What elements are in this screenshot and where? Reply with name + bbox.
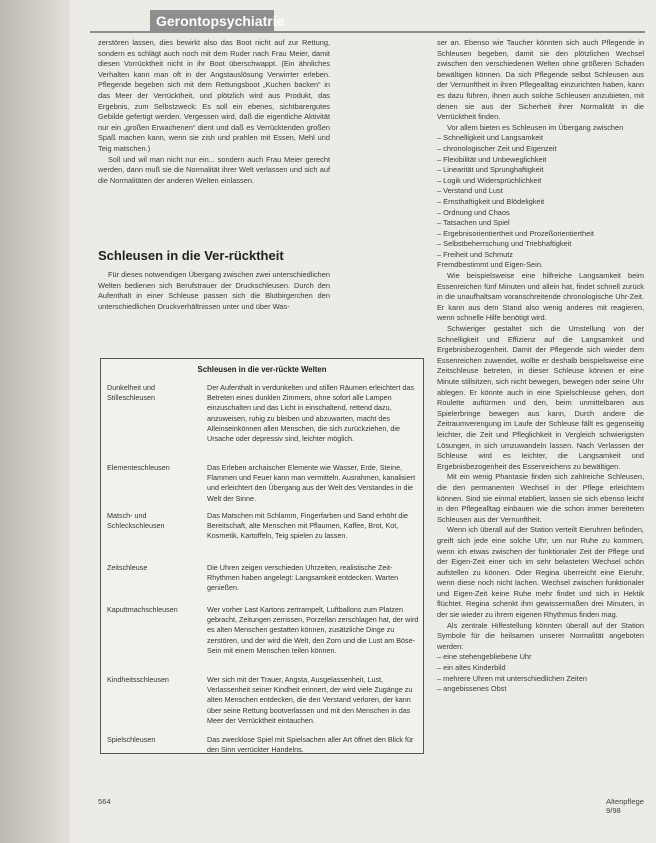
box-description: Wer sich mit der Trauer, Angsta, Ausgelassenheit, Lust, Verlassenheit seiner Kindheit erinnert, der wird viele Zugänge zu alten Menschen entdecken, die den Verstand verloren, der kann über seine Rettung bootverlassen und mit den Menschen in das Meer der Verrücktheit eintauchen. [207,675,413,725]
box-description: Der Aufenthalt in verdunkelten und stillen Räumen erleichtert das Betreten eines dunklen Zimmers, ohne sofort alle Lampen einzuschalten und das Licht in einschaltend, rettend dazu, anzuweisen, ruhig zu bleiben und abzuwarten, macht des Alleinseinkönnen allen Menschen, die sich zurückziehen, die Ursache oder depressiv sind, leichter möglich. [207,383,414,444]
paragraph: Vor allem bieten es Schleusen im Übergang zwischen [447,122,624,132]
box-term: Zeitschleuse [107,563,148,572]
list-item: – eine stehengebliebene Uhr [437,652,532,662]
box-term: Kaputtmachschleusen [107,605,178,614]
list-item: – Freiheit und Schmutz [437,249,513,259]
box-description: Das Matschen mit Schlamm, Fingerfarben und Sand erhöht die Bereitschaft, alte Menschen mit Pflaumen, Kaffee, Brot, Kot, Kosmetik, Kartoffeln, Teig spielen zu lassen. [207,511,408,541]
list-item: – mehrere Uhren mit unterschiedlichen Zeiten [437,673,587,683]
paragraph: ser an. Ebenso wie Taucher könnten sich auch Pflegende in Schleusen begeben, damit sie den plötzlichen Wechsel zwischen den verschiedenen Welten ohne größeren Schaden bewältigen können. Da sich Pflegende selbst Schleusen aus der Vernunftheit in ihren Pflegealltag einzurichten haben, kann es dazu führen, ihnen auch solche Schleusen anzubieten, mit denen sie aus der Sicherheit ihrer Normalität in die Verrücktheit finden. [437,38,644,122]
paragraph: Wenn ich überall auf der Station verteilt Eieruhren befinden, greift sich jede eine solche Uhr, um nur Ruhe zu kommen, wenn ich etwas zwischen der funktionaler Zeit der Pflege und der Eigen-Zeit einer sich im sehr belasteten Wechsel schön aufstellen zu können. Oder Regina überreicht eine Eieruhr, wenn diese noch nicht lachen. Wechsel zwischen funktionaler und Eigen-Zeit keine Ruhe mehr findet und sich in Hektik flüchtet. Regina schenkt ihm gewissermaßen drei Minuten, in der sie wieder zu ihrem eigenen Rhythmus finden mag. [437,525,644,620]
paragraph: Soll und wil man nicht nur ein... sondern auch Frau Meier gerecht werden, dann muß sie die Normalität ihrer Welt verlassen und sich auf die Normalitäten der anderen Welten einlassen. [98,154,330,185]
box-term: Dunkelheit und Stilleschleusen [107,383,155,403]
list-item: – Ordnung und Chaos [437,207,510,217]
page-gutter-shadow [0,0,70,843]
list-item: – ein altes Kinderbild [437,663,506,673]
paragraph: Wie beispielsweise eine hilfreiche Langsamkeit beim Essenreichen fünf Minuten und allein hat, findet schnell zurück in die unaufhaltsam voranschreitende chronologische Uhr-Zeit. Er kann aus dem Stand also wenig anderes mit reagieren, wenn schnelle Hilfe benötigt wird. [437,271,644,323]
paragraph: zerstören lassen, dies bewirkt also das Boot nicht auf zur Rettung, sondern es schlägt auch noch mit dem Ruder nach Frau Meier, damit diesen Vorrücktheit nicht in ihr Boot überschwappt. (Ein ähnliches Verhalten kann man oft in der Angstauslösung Verwirrter erleben. Pflegende begeben sich mit dem Rettungsboot „Kuchen backen“ in das Meer der Verrücktheit, und plötzlich wird aus Produkt, das Ergebnis, zum Selbstzweck: Es soll ein ebenes, sichtbarergutes Gebilde gefertigt werden. Vergessen wird, daß die eigentliche Aktivität nur ein „großen Erwachenen“ dient und daß es Verrücktenden großen Spaß machen kann, wenn sie zish und prahlen mit Essen, Mehl und Teig matschen.) [98,38,330,153]
symbol-list [437,652,644,694]
box-description: Die Uhren zeigen verschieden Uhrzeiten, realistische Zeit-Rhythmen haben angelegt: Langsamkeit entdecken. Warten genießen. [207,563,399,593]
list-item: – chronologischer Zeit und Eigenzeit [437,143,557,153]
list-item: – angebissenes Obst [437,684,507,694]
box-description: Wer vorher Last Kartons zertrampelt, Luftballons zum Platzen gebracht, Zeitungen zerrissen, Porzellan zerschlagen hat, der wird es alten Menschen gestatten können, zusätzliche Dinge zu zerstören, und der wird die Welt, den Zorn und die Lust am Böse-Sein mit einem Menschen teilen können. [207,605,419,655]
list-item: – Selbstbeherrschung und Triebhaftigkeit [437,239,572,249]
page-number: 564 [98,797,111,806]
list-item: – Tatsachen und Spiel [437,218,510,228]
list-item: – Linearität und Sprunghaftigkeit [437,165,544,175]
list-item: – Logik und Widersprüchlichkeit [437,175,542,185]
box-description: Das Erleben archaischer Elemente wie Wasser, Erde, Steine, Flammen und Feuer kann man vermitteln. Ausrahmen, kanalisiert und erleichtert den Übergang aus der Welt des Verstandes in die Welt der Sinne. [207,463,416,503]
box-term: Kindheitsschleusen [107,675,169,684]
paragraph: Mit ein wenig Phantasie finden sich zahlreiche Schleusen, die den permanenten Wechsel in der Pflege erleichtern können. Sind sie einmal etabliert, lassen sie sich ebenso leicht in den Pflegealltag einbauen wie die schon immer bereiteten Schleusen aus der Vernunftheit. [437,472,644,524]
list-item: – Ergebnisorientiertheit und Prozeßorientiertheit [437,228,594,238]
journal-issue: Altenpflege 9/98 [606,797,644,815]
sidebar-box [100,358,424,754]
box-term: Matsch- und Schleckschleusen [107,511,165,531]
box-term: Spielschleusen [107,735,156,744]
list-item: – Ernsthaftigkeit und Blödeligkeit [437,196,545,206]
column-right [437,38,644,695]
list-item: – Flexibilität und Unbeweglichkeit [437,154,547,164]
list-item: – Schnelligkeit und Langsamkeit [437,133,543,143]
section-header: Gerontopsychiatrie [150,10,274,32]
box-description: Das zwecklose Spiel mit Spielsachen aller Art öffnet den Blick für den Sinn verrückter Handelns. [207,735,414,755]
column-left-top [98,38,330,186]
paragraph: Schwieriger gestaltet sich die Umstellung von der Schnelligkeit und Effizienz auf die Langsamkeit und Ergebnisbezogenheit. Damit der Pflegende sich wieder dem Essenreichen zuwendet, wollte er deshalb beispielsweise eine Zeitschleuse betreten, in dieser Schleuse können er eine Minute stillsitzen, sich nicht bewegen, bewegen oder seine Uhr ablegen. Er könnte auch in eine Spielschleuse gehen, dort Roulette auftürmen und den, beim unmittelbaren aus Spielerbringe bewegen aus kann, Durch andere die Zeitraumverengung im Laufe der Schleuse fällt es gegenseitig leichter, die Zeit und Pfleglichkeit in Vergleich schwierigsten Lösungen, in sich umzuwandeln lassen. Nach Verlassen der Schleuse wird es leichter, die Langsamkeit und Ergebnisbezogenheit des Essenreichens zu bewältigen. [437,324,644,471]
paragraph: Für dieses notwendigen Übergang zwischen zwei unterschiedlichen Welten bedienen sich Berufstrauer der Druckschleusen. Durch den Aufenthalt in einer Schleuse passen sich die Blutbirgerchen den unterschiedlichen Druckverhältnissen unter und über Was- [98,270,330,311]
column-left-bottom [98,270,330,312]
list-item: – Verstand und Lust [437,186,503,196]
paragraph: Als zentrale Hilfestellung könnten überall auf der Station Symbole für die heilsamen unserer Normalität angeboten werden: [437,620,644,651]
section-heading: Schleusen in die Ver-rücktheit [98,248,284,263]
box-title: Schleusen in die ver-rückte Welten [197,365,327,374]
list-item: Fremdbestimmt und Eigen-Sein. [437,260,543,270]
header-rule [90,31,645,33]
box-term: Elementeschleusen [107,463,170,472]
transition-list [437,133,644,271]
